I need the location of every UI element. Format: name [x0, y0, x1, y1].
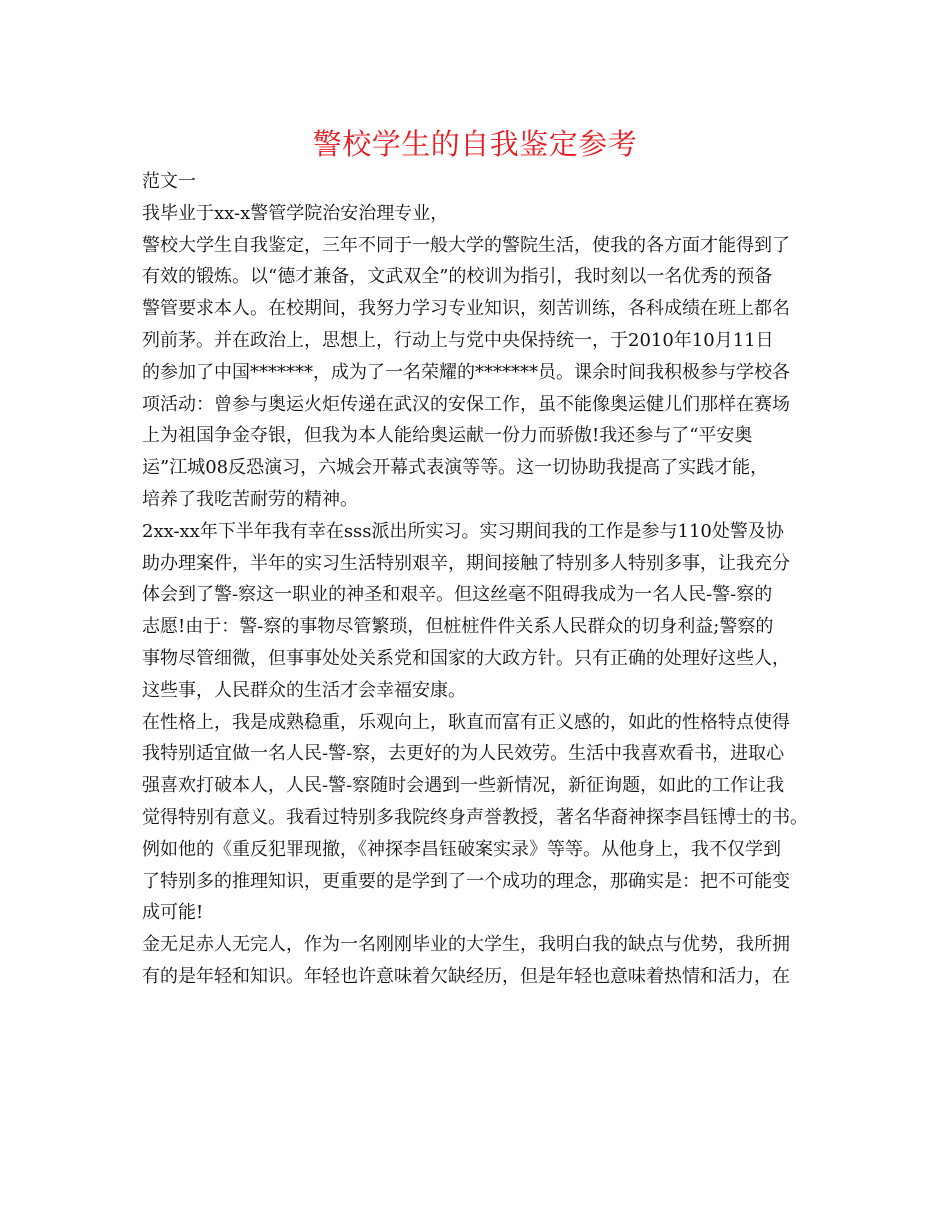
text-line: 的参加了中国*******，成为了一名荣耀的*******员。课余时间我积极参与学校各 — [142, 361, 790, 383]
text-line: 项活动：曾参与奥运火炬传递在武汉的安保工作，虽不能像奥运健儿们那样在赛场 — [142, 393, 790, 415]
text-line: 在性格上，我是成熟稳重，乐观向上，耿直而富有正义感的，如此的性格特点使得 — [142, 711, 790, 733]
text-line: 列前茅。并在政治上，思想上，行动上与党中央保持统一，于2010年10月11日 — [142, 329, 774, 351]
text-line: 强喜欢打破本人，人民-警-察随时会遇到一些新情况，新征询题，如此的工作让我 — [142, 775, 785, 797]
text-line: 有效的锻炼。以“德才兼备，文武双全”的校训为指引，我时刻以一名优秀的预备 — [142, 266, 773, 288]
text-line: 警校大学生自我鉴定，三年不同于一般大学的警院生活，使我的各方面才能得到了 — [142, 234, 790, 256]
text-line: 我特别适宜做一名人民-警-察，去更好的为人民效劳。生活中我喜欢看书，进取心 — [142, 743, 785, 765]
text-line: 这些事，人民群众的生活才会幸福安康。 — [142, 679, 466, 701]
text-line: 金无足赤人无完人，作为一名刚刚毕业的大学生，我明白我的缺点与优势，我所拥 — [142, 934, 790, 956]
text-line: 范文一 — [142, 171, 196, 192]
text-line: 觉得特别有意义。我看过特别多我院终身声誉教授，著名华裔神探李昌钰博士的书。 — [142, 806, 808, 828]
text-line: 我毕业于xx-x警管学院治安治理专业， — [142, 202, 449, 224]
text-line: 有的是年轻和知识。年轻也许意味着欠缺经历，但是年轻也意味着热情和活力，在 — [142, 965, 790, 987]
text-line: 志愿!由于：警-察的事物尽管繁琐，但桩桩件件关系人民群众的切身利益;警察的 — [142, 616, 774, 638]
text-line: 助办理案件，半年的实习生活特别艰辛，期间接触了特别多人特别多事，让我充分 — [142, 552, 790, 574]
document-title: 警校学生的自我鉴定参考 — [312, 127, 638, 161]
text-line: 上为祖国争金夺银，但我为本人能给奥运献一份力而骄傲!我还参与了“平安奥 — [142, 425, 753, 447]
document-body — [142, 166, 814, 993]
text-line: 了特别多的推理知识，更重要的是学到了一个成功的理念，那确实是：把不可能变 — [142, 870, 790, 892]
text-line: 例如他的《重反犯罪现撤，《神探李昌钰破案实录》等等。从他身上，我不仅学到 — [142, 838, 781, 860]
text-line: 成可能! — [142, 902, 204, 924]
text-line: 警管要求本人。在校期间，我努力学习专业知识，刻苦训练，各科成绩在班上都名 — [142, 298, 790, 320]
text-line: 体会到了警-察这一职业的神圣和艰辛。但这丝毫不阻碍我成为一名人民-警-察的 — [142, 584, 773, 606]
text-line: 事物尽管细微，但事事处处关系党和国家的大政方针。只有正确的处理好这些人， — [142, 647, 790, 669]
text-line: 2xx-xx年下半年我有幸在sss派出所实习。实习期间我的工作是参与110处警及协 — [142, 520, 784, 542]
text-line: 运”江城08反恐演习，六城会开幕式表演等等。这一切协助我提高了实践才能， — [142, 457, 769, 479]
text-line: 培养了我吃苦耐劳的精神。 — [142, 488, 358, 510]
